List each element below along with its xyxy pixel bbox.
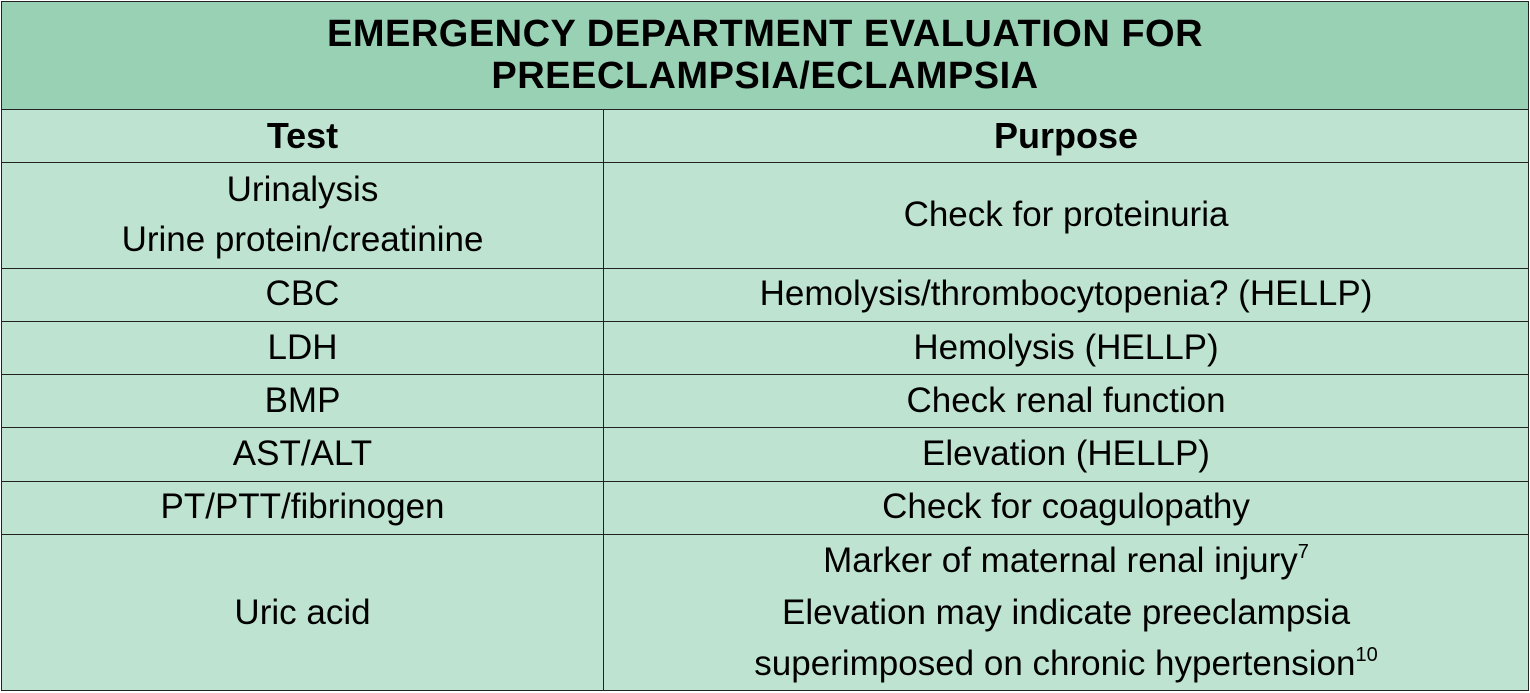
purpose-line-text: superimposed on chronic hypertension [754, 644, 1356, 684]
test-cell: AST/ALT [2, 428, 604, 481]
purpose-cell: Check for coagulopathy [604, 481, 1529, 534]
purpose-cell [604, 534, 1529, 690]
purpose-cell: Elevation (HELLP) [604, 428, 1529, 481]
purpose-cell: Check for proteinuria [604, 162, 1529, 268]
table-row [2, 534, 1529, 690]
evaluation-table [1, 1, 1529, 691]
purpose-line-text: Marker of maternal renal injury [823, 541, 1298, 581]
table-row [2, 428, 1529, 481]
test-cell: LDH [2, 321, 604, 374]
reference-superscript: 10 [1355, 644, 1378, 667]
table-row [2, 375, 1529, 428]
reference-superscript: 7 [1297, 541, 1309, 564]
table-title [2, 2, 1529, 110]
table-row [2, 268, 1529, 321]
purpose-line: Elevation may indicate preeclampsia [781, 592, 1351, 632]
purpose-cell: Hemolysis/thrombocytopenia? (HELLP) [604, 268, 1529, 321]
table-row [2, 162, 1529, 268]
column-header-purpose: Purpose [604, 109, 1529, 162]
purpose-line [610, 638, 1522, 689]
test-cell: PT/PTT/fibrinogen [2, 481, 604, 534]
test-line: Urinalysis [226, 169, 379, 209]
table-title-row [2, 2, 1529, 110]
test-line: Urine protein/creatinine [121, 220, 484, 260]
test-cell: BMP [2, 375, 604, 428]
table-title-line-2: PREECLAMPSIA/ECLAMPSIA [491, 55, 1039, 98]
table-header-row [2, 109, 1529, 162]
test-cell [2, 162, 604, 268]
table-row [2, 481, 1529, 534]
table-title-line-1: EMERGENCY DEPARTMENT EVALUATION FOR [326, 12, 1204, 55]
purpose-cell: Hemolysis (HELLP) [604, 321, 1529, 374]
purpose-line [610, 535, 1522, 586]
column-header-test: Test [2, 109, 604, 162]
test-cell: Uric acid [2, 534, 604, 690]
purpose-cell: Check renal function [604, 375, 1529, 428]
test-cell: CBC [2, 268, 604, 321]
table-row [2, 321, 1529, 374]
